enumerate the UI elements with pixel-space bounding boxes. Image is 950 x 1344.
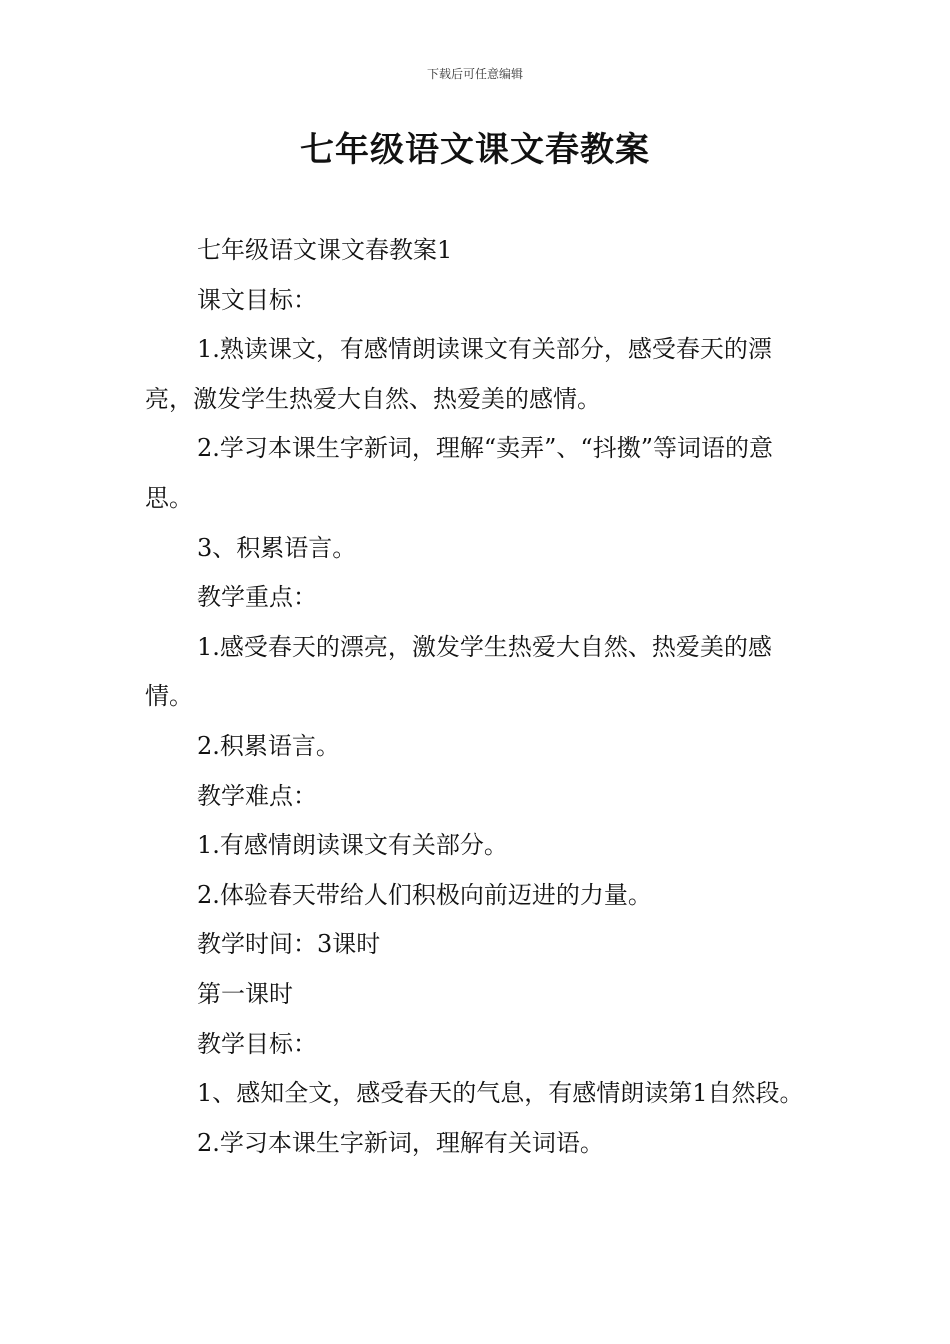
paragraph-section-label: 课文目标： [197, 285, 317, 314]
paragraph-difficulty-item: 2.体验春天带给人们积极向前迈进的力量。 [197, 880, 652, 909]
paragraph-section-label: 教学重点： [197, 583, 317, 612]
paragraph-section-label: 教学目标： [197, 1029, 317, 1058]
paragraph-teaching-time: 教学时间：3课时 [197, 930, 381, 959]
paragraph-lesson-goal-item: 2.学习本课生字新词，理解有关词语。 [197, 1128, 604, 1157]
header-note: 下载后可任意编辑 [426, 67, 523, 81]
paragraph-objective-item: 2.学习本课生字新词，理解“卖弄”、“抖擞”等词语的意思。 [145, 434, 773, 512]
document-body [145, 226, 810, 1168]
paragraph-focus-item: 2.积累语言。 [197, 731, 340, 760]
paragraph-focus-item: 1.感受春天的漂亮，激发学生热爱大自然、热爱美的感情。 [145, 632, 772, 711]
paragraph-lesson-goal-item: 1、感知全文，感受春天的气息，有感情朗读第1自然段。 [197, 1079, 804, 1108]
paragraph-difficulty-item: 1.有感情朗读课文有关部分。 [197, 831, 508, 860]
paragraph-lesson-label: 第一课时 [197, 979, 293, 1008]
paragraph-objective-item: 1.熟读课文，有感情朗读课文有关部分，感受春天的漂亮，激发学生热爱大自然、热爱美的感情。 [145, 335, 772, 413]
paragraph-section-label: 教学难点： [197, 781, 317, 810]
document-title: 七年级语文课文春教案 [300, 130, 650, 170]
paragraph-objective-item: 3、积累语言。 [197, 533, 357, 562]
paragraph-heading: 七年级语文课文春教案1 [197, 236, 453, 264]
